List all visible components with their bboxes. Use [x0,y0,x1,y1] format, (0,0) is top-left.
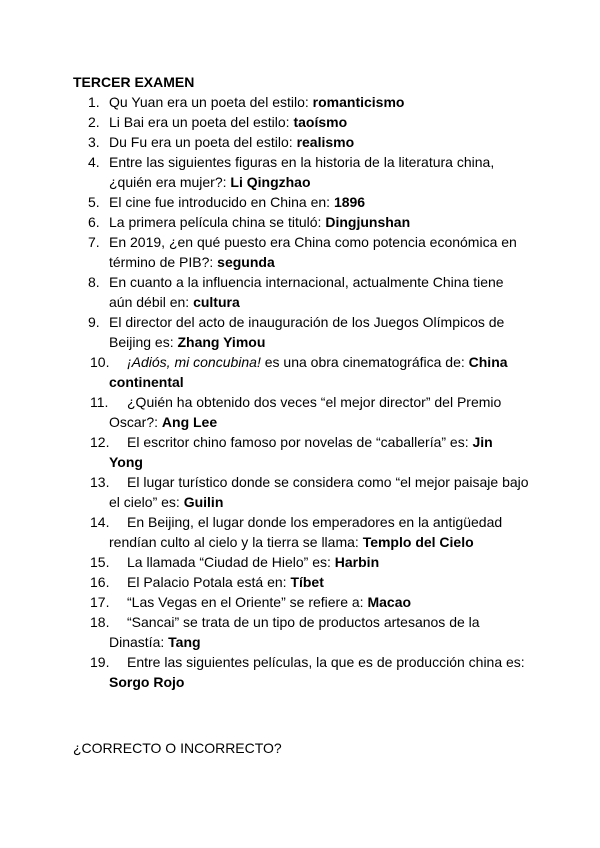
question-text: En cuanto a la influencia internacional, actualmente China tiene aún débil en: [109,274,504,310]
question-item [0,152,600,192]
question-text: En Beijing, el lugar donde los emperadores en la antigüedad rendían culto al cielo y la tierra se llama: [109,514,503,550]
question-item [0,432,600,472]
question-number: 12. [90,434,110,450]
question-number: 16. [90,574,110,590]
question-text: El Palacio Potala está en: [127,574,291,590]
question-text: El director del acto de inauguración de los Juegos Olímpicos de Beijing es: [109,314,505,350]
question-number: 8. [88,274,100,290]
question-item [0,652,600,692]
question-number: 7. [88,234,100,250]
question-answer: taoísmo [293,114,348,130]
question-answer: romanticismo [312,94,405,110]
question-item [0,232,600,272]
question-item [0,572,600,592]
question-number: 13. [90,474,110,490]
question-text: El cine fue introducido en China en: [109,194,334,210]
question-answer: cultura [193,294,240,310]
question-answer: realismo [296,134,355,150]
question-item [0,272,600,312]
question-text: Du Fu era un poeta del estilo: [109,134,297,150]
question-list [0,92,600,692]
question-number: 10. [90,354,110,370]
question-text: Entre las siguientes películas, la que es de producción china es: [127,654,525,670]
question-text: El lugar turístico donde se considera como “el mejor paisaje bajo el cielo” es: [109,474,529,510]
question-number: 4. [88,154,100,170]
question-number: 11. [90,394,109,410]
question-text: La llamada “Ciudad de Hielo” es: [127,554,335,570]
question-answer: Li Qingzhao [230,174,311,190]
question-number: 1. [88,94,100,110]
question-text: La primera película china se tituló: [109,214,326,230]
question-item [0,352,600,392]
question-text: “Sancai” se trata de un tipo de productos artesanos de la Dinastía: [109,614,480,650]
exam-title: TERCER EXAMEN [73,74,195,90]
question-answer: Guilin [183,494,224,510]
question-answer: segunda [217,254,275,270]
question-answer: Templo del Cielo [362,534,474,550]
question-number: 6. [88,214,100,230]
question-answer: Macao [367,594,412,610]
question-number: 15. [90,554,110,570]
question-number: 14. [90,514,110,530]
question-answer: 1896 [333,194,366,210]
question-item [0,612,600,652]
question-text: En 2019, ¿en qué puesto era China como potencia económica en término de PIB?: [109,234,517,270]
question-number: 3. [88,134,100,150]
question-text: Qu Yuan era un poeta del estilo: [109,94,313,110]
question-item [0,132,600,152]
question-answer: Tíbet [290,574,324,590]
question-answer: Sorgo Rojo [109,674,185,690]
question-number: 2. [88,114,100,130]
question-number: 19. [90,654,110,670]
question-item [0,92,600,112]
question-text: “Las Vegas en el Oriente” se refiere a: [127,594,368,610]
question-answer: Zhang Yimou [177,334,266,350]
film-title: ¡Adiós, mi concubina! [127,354,261,370]
question-item [0,392,600,432]
question-item [0,592,600,612]
question-item [0,312,600,352]
question-item [0,472,600,512]
question-number: 17. [90,594,110,610]
question-text: es una obra cinematográfica de: [260,354,469,370]
question-answer: Dingjunshan [325,214,411,230]
question-number: 5. [88,194,100,210]
question-text: Li Bai era un poeta del estilo: [109,114,294,130]
question-number: 18. [90,614,110,630]
question-answer: China continental [109,354,508,390]
question-item [0,552,600,572]
question-number: 9. [88,314,100,330]
closing-question: ¿CORRECTO O INCORRECTO? [73,740,282,756]
question-item [0,212,600,232]
question-answer: Tang [168,634,201,650]
question-answer: Harbin [334,554,380,570]
question-text: El escritor chino famoso por novelas de “caballería” es: [127,434,473,450]
question-item [0,512,600,552]
question-item [0,112,600,132]
question-answer: Ang Lee [161,414,218,430]
question-item [0,192,600,212]
question-answer: Jin Yong [109,434,493,470]
question-text: ¿Quién ha obtenido dos veces “el mejor director” del Premio Oscar?: [109,394,502,430]
question-text: Entre las siguientes figuras en la historia de la literatura china, ¿quién era mujer?: [109,154,495,190]
